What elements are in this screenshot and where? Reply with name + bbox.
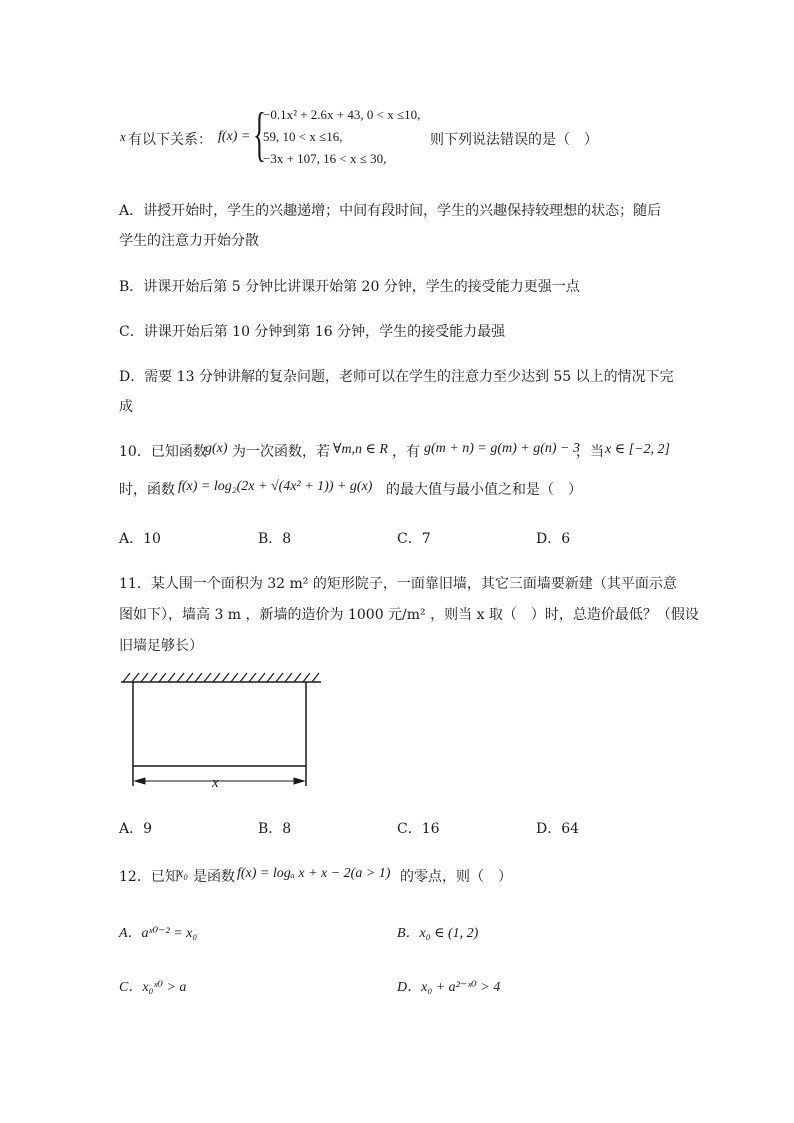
q11-choice-d: D．64 bbox=[536, 821, 580, 837]
q11-diagram bbox=[118, 668, 324, 798]
q12-choice-b: B．x₀ ∈ (1, 2) bbox=[397, 926, 479, 941]
q11-choice-a: A．9 bbox=[119, 821, 153, 837]
q11-stem-line1: 11．某人围一个面积为 32 m² 的矩形院子，一面靠旧墙，其它三面墙要新建（其平面示意 bbox=[119, 576, 677, 592]
q10-text-e: 时，函数 bbox=[119, 482, 175, 498]
q10-choice-c: C．7 bbox=[397, 531, 431, 547]
q10-text-c: ，有 bbox=[392, 444, 420, 460]
q9-var-x: x bbox=[120, 129, 126, 144]
dimension-label-x: x bbox=[212, 775, 219, 791]
q9-option-d-line1: D．需要 13 分钟讲解的复杂问题，老师可以在学生的注意力至少达到 55 以上的情况下完 bbox=[119, 369, 674, 385]
q9-stem-tail: 则下列说法错误的是（ ） bbox=[430, 132, 598, 148]
q9-piece-1: −0.1x² + 2.6x + 43, 0 < x ≤10, bbox=[263, 107, 421, 122]
q12-choice-d: D．x₀ + a²⁻ˣ⁰ > 4 bbox=[397, 980, 501, 995]
q10-g: g(x) bbox=[205, 441, 228, 456]
q11-choice-b: B．8 bbox=[258, 821, 292, 837]
q12-function: f(x) = logₐ x + x − 2(a > 1) bbox=[237, 866, 391, 881]
q10-choice-d: D．6 bbox=[536, 531, 571, 547]
q10-text-d: ，当 bbox=[576, 444, 604, 460]
dimension-arrow bbox=[135, 778, 304, 784]
q9-option-d-line2: 成 bbox=[119, 399, 133, 415]
q9-piece-2: 59, 10 < x ≤16, bbox=[263, 129, 343, 144]
q12-choice-a: A．aˣ⁰⁻² = x₀ bbox=[119, 926, 198, 941]
q10-choice-a: A．10 bbox=[119, 531, 161, 547]
q11-stem-line2: 图如下），墙高 3 m ，新墙的造价为 1000 元/m² ，则当 x 取（ ）时，总造价最低？（假设 bbox=[119, 607, 699, 623]
q9-option-b: B．讲课开始后第 5 分钟比讲课开始第 20 分钟，学生的接受能力更强一点 bbox=[119, 279, 580, 295]
q9-piece-3: −3x + 107, 16 < x ≤ 30, bbox=[263, 151, 387, 166]
q9-option-a-line2: 学生的注意力开始分散 bbox=[119, 233, 259, 249]
q11-stem-line3: 旧墙足够长） bbox=[119, 638, 203, 654]
q12-text-b: 是函数 bbox=[193, 869, 235, 885]
q10-condition: ∀m,n ∈ R bbox=[333, 442, 388, 457]
q12-choice-c: C．x₀ˣ⁰ > a bbox=[119, 980, 187, 995]
q9-func-lhs: f(x) = bbox=[218, 129, 251, 144]
q12-text-a: 12．已知 bbox=[119, 869, 179, 885]
q9-option-c: C．讲课开始后第 10 分钟到第 16 分钟，学生的接受能力最强 bbox=[119, 324, 506, 340]
q10-text-f: 的最大值与最小值之和是（ ） bbox=[386, 482, 582, 498]
new-walls bbox=[133, 682, 306, 786]
q10-function: f(x) = log₂(2x + √(4x² + 1)) + g(x) bbox=[178, 479, 373, 494]
q12-x0: x₀ bbox=[177, 866, 189, 881]
q9-prefix-text: 有以下关系： bbox=[128, 132, 212, 148]
q11-choice-c: C．16 bbox=[397, 821, 440, 837]
q9-brace: { bbox=[253, 101, 266, 167]
old-wall-hatching bbox=[121, 673, 321, 682]
q10-domain: x ∈ [−2, 2] bbox=[605, 442, 670, 457]
q10-text-a: 10．已知函数 bbox=[119, 444, 207, 460]
q9-option-a-line1: A．讲授开始时，学生的兴趣递增；中间有段时间，学生的兴趣保持较理想的状态；随后 bbox=[119, 203, 662, 219]
q10-text-b: 为一次函数，若 bbox=[232, 444, 330, 460]
q10-choice-b: B．8 bbox=[258, 531, 292, 547]
q12-text-c: 的零点，则（ ） bbox=[400, 869, 512, 885]
q10-equation: g(m + n) = g(m) + g(n) − 3 bbox=[424, 441, 580, 456]
